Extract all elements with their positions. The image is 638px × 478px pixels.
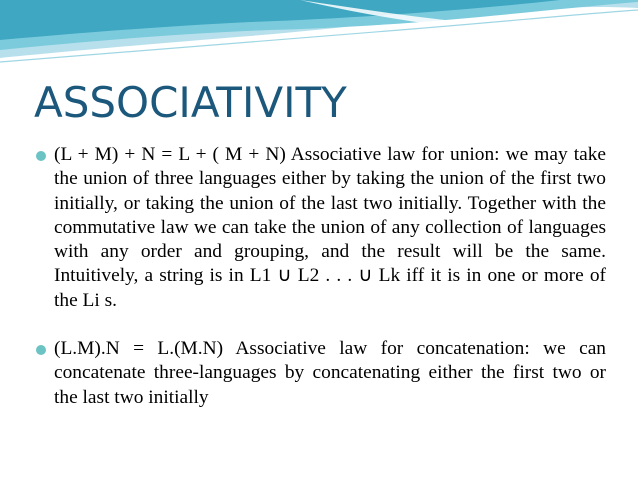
bullet-list <box>36 143 606 410</box>
header-wave-decoration <box>0 0 638 80</box>
slide-title: ASSOCIATIVITY <box>34 78 347 127</box>
bullet-item <box>36 143 606 313</box>
bullet-item <box>36 337 606 410</box>
bullet-dot-icon <box>36 345 46 355</box>
bullet-text: (L + M) + N = L + ( M + N) Associative law for union: we may take the union of three languages either by taking the union of the first two initially, or taking the union of the last two initially. Together with the commutative law we can take the union of any collection of languages with any order and grouping, and the result will be the same. Intuitively, a string is in L1 ∪ L2 . . . ∪ Lk iff it is in one or more of the Li s. <box>54 144 606 311</box>
bullet-text: (L.M).N = L.(M.N) Associative law for concatenation: we can concatenate three-languages by concatenating either the first two or the last two initially <box>54 338 606 408</box>
bullet-dot-icon <box>36 151 46 161</box>
